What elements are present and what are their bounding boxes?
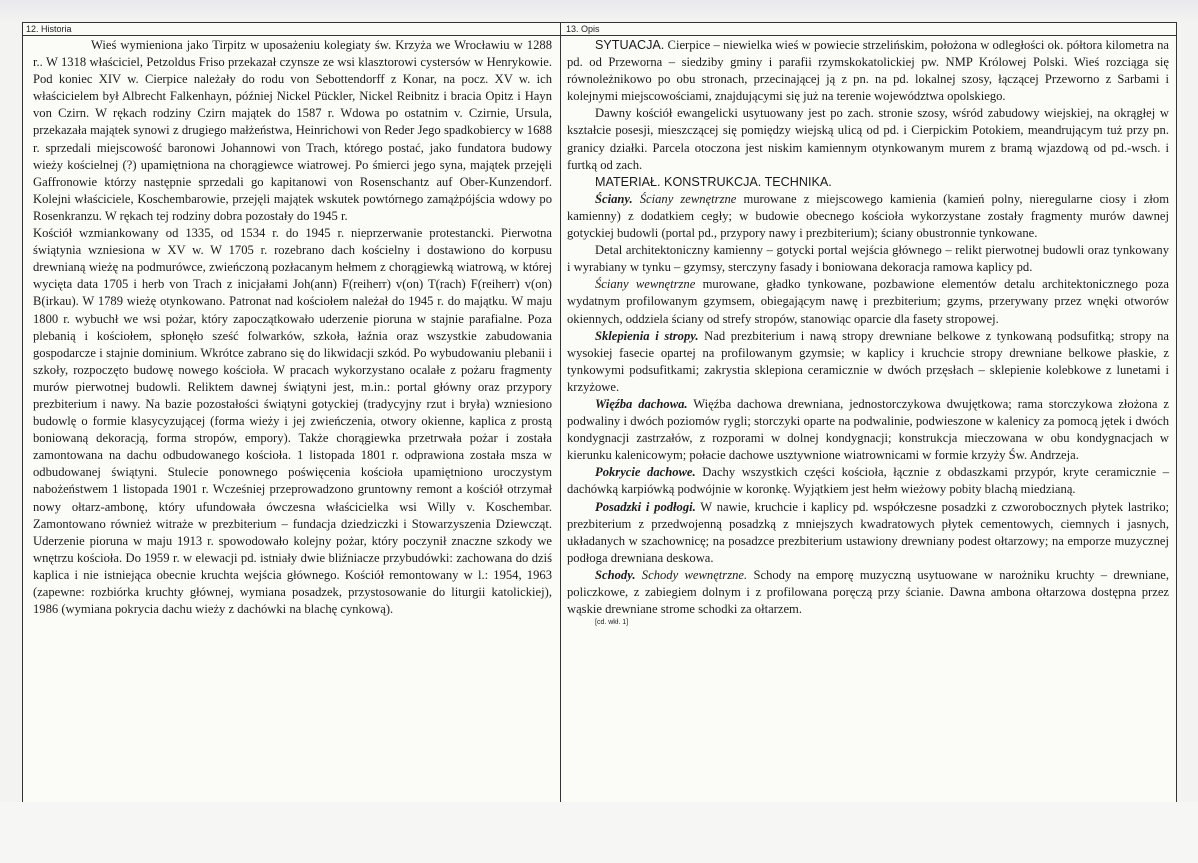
- detal-paragraph: Detal architektoniczny kamienny – gotycki portal wejścia głównego – relikt pierwotnej budowli oraz tynkowany i wyrabiany w tynku – gzymsy, sterczyny fasady i boniowana dekoracja ramowa kaplicy pd.: [567, 243, 1169, 275]
- right-header-rule: [561, 35, 1176, 36]
- wiezba-paragraph: [567, 396, 1169, 464]
- pokrycie-paragraph: [567, 464, 1169, 498]
- historia-paragraph-1: Wieś wymieniona jako Tirpitz w uposażeniu kolegiaty św. Krzyża we Wrocławiu w 1288 r.. W 1318 właściciel, Petzoldus Friso przekazał czynsze ze wsi klasztorowi cystersów w Henrykowie. Pod koniec XIV w. Cierpice należały do rodu von Sebottendorff z Konar, na pocz. XV w. ich właścicielem był Albrecht Falkenhayn, później Nickel Pückler, Nickel Reibnitz i bracia Opitz i Hayn von Czirn. W rękach rodziny Czirn majątek do 1587 r. Wdowa po ostatnim v. Czirnie, Ursula, przekazała majątek synowi z drugiego małżeństwa, Heinrichowi von Reder Jego spadkobiercy w 1688 r. sprzedali miejscowość baronowi Johannowi von Trach, którego postać, jako fundatora budowy wieży kościelnej (?) upamiętniona na chorągiewce wiatrowej. Po śmierci jego syna, majątek przejęli Gaffronowie którzy następnie sprzedali go kapitanowi von Rosenschantz auf Ober-Kunzendorf. Kolejni właściciele, Koschembarowie, przejęli majątek wskutek powtórnego zamążpójścia wdowy po Rosenkranzu. W rękach tej rodziny dobra pozostały do 1945 r.: [33, 38, 552, 223]
- sklepienia-heading: Sklepienia i stropy.: [595, 328, 699, 343]
- posadzki-text: W nawie, kruchcie i kaplicy pd. współczesne posadzki z czworobocznych płytek lastriko; prezbiterium z przedwojenną posadzką z mniejszych kwadratowych płytek cementowych, ciemnych i jasnych, układanych w szachownicę; na posadzce prezbiterium ustawiony drewniany podest ołtarzowy; na emporze muzycznej podłoga drewniana deskowa.: [567, 499, 1170, 565]
- sciany-text: murowane z miejscowego kamienia (kamień polny, nieregularne ciosy i złom kamienny) z dodatkiem cegły; w budowie obecnego kościoła wykorzystane zostały fragmenty murów dawnej gotyckiej budowli (portal pd., przypory nawy i prezbiterium); ściany obustronnie tynkowane.: [567, 191, 1169, 241]
- kosciol-location-paragraph: Dawny kościół ewangelicki usytuowany jest po zach. stronie szosy, wśród zabudowy wiejskiej, na okrągłej w kształcie posesji, mieszczącej się pomiędzy wiejską ulicą od pd. i Cierpickim Potokiem, meandrującym tuż przy pn. granicy działki. Parcela otoczona jest niskim kamiennym otynkowanym murem z bramą wjazdową od pd.-wsch. i furtką od zach.: [567, 106, 1169, 172]
- wiezba-heading: Więźba dachowa.: [595, 396, 688, 411]
- document-page: [22, 22, 1177, 804]
- left-header-rule: [23, 35, 560, 36]
- posadzki-paragraph: [567, 499, 1169, 567]
- schody-heading: Schody.: [595, 567, 636, 582]
- schody-subheading: Schody wewnętrzne.: [635, 567, 748, 582]
- sklepienia-text: Nad prezbiterium i nawą stropy drewniane belkowe z tynkowaną podsufitką; stropy na wysokiej fasecie opartej na profilowanym gzymsie; w kaplicy i kruchcie stropy drewniane belkowe płaskie, z tynkowymi podsufitkami; zakrystia sklepiona ceramicznie w dwóch przęsłach – sklepienie kolebkowe z lunetami i krzyżowe.: [567, 328, 1169, 394]
- pokrycie-heading: Pokrycie dachowe.: [595, 465, 696, 480]
- sytuacja-heading: SYTUACJA.: [595, 38, 665, 52]
- posadzki-heading: Posadzki i podłogi.: [595, 499, 696, 514]
- schody-text: Schody na emporę muzyczną usytuowane w narożniku kruchty – drewniane, policzkowe, z zabiegiem dolnym i z profilowana poręczą przy ścianie. Dawna ambona ołtarzowa dostępna przez wąskie drewniane strome schodki za ołtarzem.: [567, 567, 1170, 617]
- historia-paragraph-2: Kościół wzmiankowany od 1335, od 1534 r. do 1945 r. nieprzerwanie protestancki. Pierwotna świątynia wzniesiona w XV w. W 1705 r. rozebrano dach kościelny i dostawiono do korpusu drewnianą wieżę na podmurówce, zwieńczoną pozłacanym hełmem z chorągiewką wiatrową, w której wycięta data 1705 i herb von Trach z inicjałami Joh(ann) F(reiherr) v(on) T(rach) F(reiherr) v(on) B(irkau). W 1789 wieżę otynkowano. Patronat nad kościołem należał do 1945 r. do majątku. W maju 1800 r. wybuchł we wsi pożar, który zapoczątkowało uderzenie pioruna w stajnie parafialne. Poza plebanią i kościołem, spłonęło sześć folwarków, szkoła, łaźnia oraz wszystkie zabudowania gospodarcze i stajnie dominium. Wkrótce zabrano się do likwidacji szkód. Po wybudowaniu plebanii i szkoły, rozpoczęto budowę nowego kościoła. W pracach wykorzystano ocalałe z pożaru fragmenty murów pierwotnej budowli. Reliktem dawnej świątyni jest, m.in.: portal główny oraz przypory prezbiterium i nawy. Na bazie pozostałości świątyni gotyckiej (tradycyjny rzut i bryła) wzniesiono budowlę o formie klasycyzującej (forma wieży i jej zwieńczenia, otwory okienne, kaplica z prostą boniowaną dekoracją, forma stropów, empory). Także chorągiewka przetrwała pożar i została zamontowana na dachu odbudowanego kościoła. 1 listopada 1801 r. odprawiona została msza w odbudowanej świątyni. Stulecie ponownego poświęcenia kościoła upamiętniono uroczystym nabożeństwem 1 listopada 1901 r. Wcześniej przeprowadzono gruntowny remont a kościół otrzymał nowy ołtarz-ambonę, który ufundowała ówczesna właścicielka wsi Willy v. Koschembar. Zamontowano również witraże w prezbiterium – fundacja dziedziczki i Stowarzyszenia Dziewcząt. Uderzenie pioruna w maju 1913 r. spowodowało kolejny pożar, który poczynił znaczne szkody we wnętrzu kościoła. Do 1959 r. w elewacji pd. istniały dwie bliźniacze przybudówki: zachowana do dziś kaplica i nie istniejąca obecnie kruchta wejścia głównego. Kościół remontowany w l.: 1954, 1963 (zapewne: rozbiórka kruchty głównej, wymiana posadzek, przystosowanie do liturgii katolickiej), 1986 (wymiana pokrycia dachu wieży z dachówki na blachę cynkową).: [33, 226, 552, 617]
- sklepienia-paragraph: [567, 328, 1169, 396]
- sciany-wewnetrzne-subheading: Ściany wewnętrzne: [595, 277, 696, 292]
- sciany-wewnetrzne-paragraph: [567, 276, 1169, 327]
- top-scan-band: [0, 0, 1198, 22]
- sciany-paragraph: [567, 191, 1169, 242]
- left-column-header: 12. Historia: [26, 24, 72, 34]
- sciany-heading: Ściany.: [595, 191, 633, 206]
- sytuacja-paragraph: [567, 37, 1169, 105]
- right-column-header: 13. Opis: [566, 24, 600, 34]
- historia-column: [33, 37, 552, 618]
- sciany-wewnetrzne-text: murowane, gładko tynkowane, pozbawione elementów detalu architektonicznego poza wydatnym profilowanym gzymsem, obiegającym nawę i prezbiterium; gzyms, przerywany przez wnęki otworów okiennych, oddziela ściany od strefy stropów, stanowiąc oparcie dla fasety stropowej.: [567, 277, 1170, 326]
- sytuacja-text: Cierpice – niewielka wieś w powiecie strzelińskim, położona w odległości ok. półtora kilometra na pd. od Przeworna – siedziby gminy i parafii rzymskokatolickiej pw. NMP Królowej Polski. Wieś rozciąga się równoleżnikowo po obu stronach, przecinającej ją z pn. na pd. lokalnej szosy, łączącej Przeworno z Sarbami i kolejnymi miejscowościami, znajdującymi się już na terenie województwa opolskiego.: [567, 38, 1169, 104]
- pokrycie-text: Dachy wszystkich części kościoła, łącznie z obdaszkami przypór, kryte ceramicznie – dachówką karpiówką podwójnie w koronkę. Wyjątkiem jest hełm wieżowy pobity blachą miedzianą.: [567, 465, 1169, 497]
- schody-paragraph: [567, 567, 1169, 618]
- opis-column: [567, 37, 1169, 627]
- wiezba-text: Więźba dachowa drewniana, jednostorczykowa dwujętkowa; rama storczykowa złożona z podwaliny i dwóch poziomów rygli; storczyki oparte na podwalinie, podwieszone w kalenicy za pomocą jętek i dwóch kondygnacji zastrzałów, z rozporami w dolnej kondygnacji; konstrukcja mieczowana w obu kondygnacjach w kierunku kalenicowym; połacie dachowe usztywnione wiatrownicami w formie krzyży Św. Andrzeja.: [567, 396, 1169, 463]
- bottom-scan-margin: [0, 802, 1198, 863]
- sciany-subheading: Ściany zewnętrzne: [632, 191, 737, 206]
- column-divider: [560, 23, 561, 803]
- material-heading: MATERIAŁ. KONSTRUKCJA. TECHNIKA.: [595, 174, 832, 189]
- continuation-note: [cd. wkł. 1]: [595, 619, 629, 627]
